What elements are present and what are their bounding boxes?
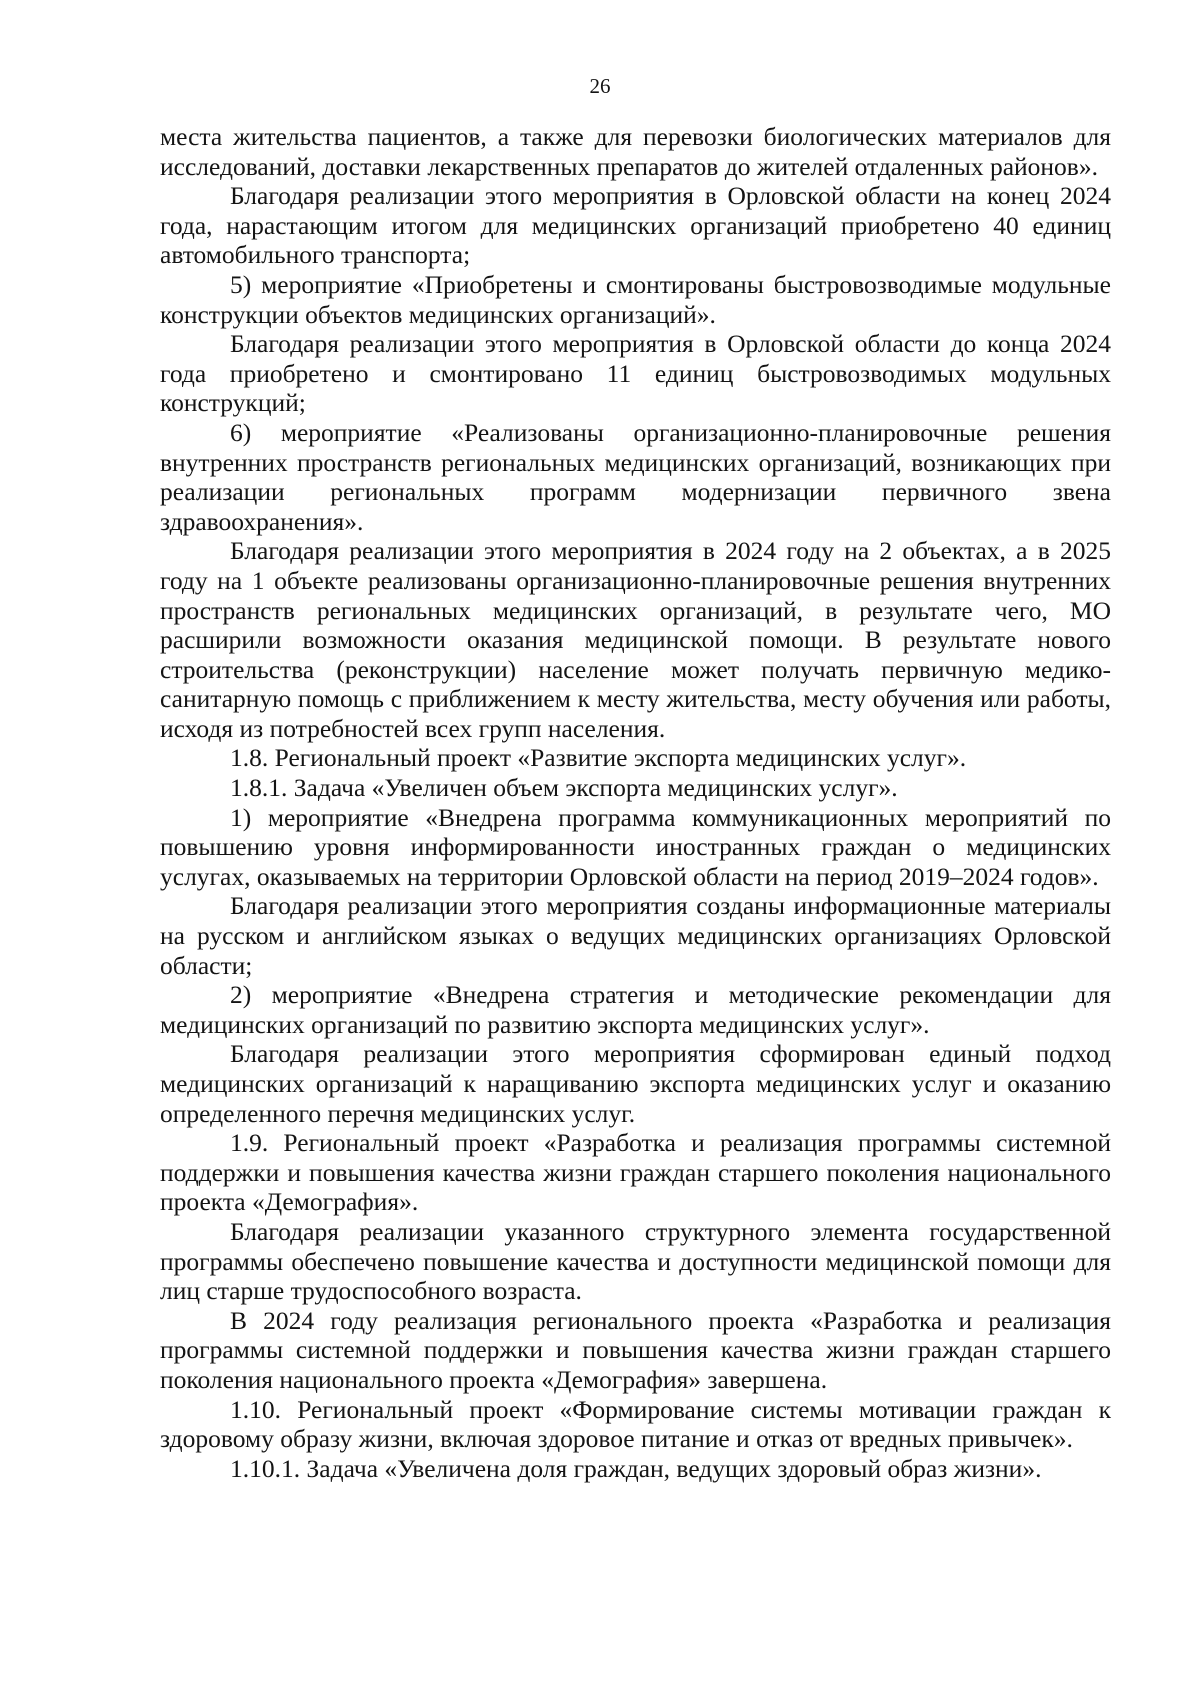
paragraph: В 2024 году реализация регионального проекта «Разработка и реализация программы системной поддержки и повышения качества жизни граждан старшего поколения национального проекта «Демография» завершена.	[160, 1305, 1111, 1394]
section-heading: 1.8. Региональный проект «Развитие экспорта медицинских услуг».	[230, 743, 967, 773]
paragraph: 6) мероприятие «Реализованы организационно-планировочные решения внутренних пространств региональных медицинских организаций, возникающих при реализации региональных программ модернизации первичного звена здравоохранения».	[160, 417, 1111, 536]
task-heading: 1.10.1. Задача «Увеличена доля граждан, ведущих здоровый образ жизни».	[230, 1453, 1042, 1483]
paragraph: Благодаря реализации этого мероприятия сформирован единый подход медицинских организаций к наращиванию экспорта медицинских услуг и оказанию определенного перечня медицинских услуг.	[160, 1039, 1111, 1128]
paragraph: Благодаря реализации этого мероприятия созданы информационные материалы на русском и английском языках о ведущих медицинских организациях Орловской области;	[160, 891, 1111, 980]
paragraph: Благодаря реализации указанного структурного элемента государственной программы обеспечено повышение качества и доступности медицинской помощи для лиц старше трудоспособного возраста.	[160, 1216, 1111, 1306]
section-heading: 1.10. Региональный проект «Формирование системы мотивации граждан к здоровому образу жизни, включая здоровое питание и отказ от вредных привычек».	[160, 1394, 1111, 1454]
paragraph: Благодаря реализации этого мероприятия в 2024 году на 2 объектах, а в 2025 году на 1 объекте реализованы организационно-планировочные решения внутренних пространств региональных медицинских организаций, в результате чего, МО расширили возможности оказания медицинской помощи. В результате нового строительства (реконструкции) население может получать первичную медико-санитарную помощь с приближением к месту жительства, месту обучения или работы, исходя из потребностей всех групп населения.	[160, 536, 1111, 743]
page-number: 26	[589, 74, 611, 98]
paragraph: 2) мероприятие «Внедрена стратегия и методические рекомендации для медицинских организаций по развитию экспорта медицинских услуг».	[160, 980, 1111, 1039]
section-heading: 1.9. Региональный проект «Разработка и реализация программы системной поддержки и повышения качества жизни граждан старшего поколения национального проекта «Демография».	[160, 1128, 1111, 1217]
paragraph: 1) мероприятие «Внедрена программа коммуникационных мероприятий по повышению уровня информированности иностранных граждан о медицинских услугах, оказываемых на территории Орловской области на период 2019–2024 годов».	[160, 802, 1111, 891]
paragraph: Благодаря реализации этого мероприятия в Орловской области на конец 2024 года, нарастающим итогом для медицинских организаций приобретено 40 единиц автомобильного транспорта;	[160, 181, 1111, 270]
document-body	[160, 122, 1111, 1483]
paragraph: места жительства пациентов, а также для перевозки биологических материалов для исследований, доставки лекарственных препаратов до жителей отдаленных районов».	[160, 122, 1111, 181]
paragraph: Благодаря реализации этого мероприятия в Орловской области до конца 2024 года приобретено и смонтировано 11 единиц быстровозводимых модульных конструкций;	[160, 329, 1111, 418]
task-heading: 1.8.1. Задача «Увеличен объем экспорта медицинских услуг».	[230, 773, 898, 803]
paragraph: 5) мероприятие «Приобретены и смонтированы быстровозводимые модульные конструкции объектов медицинских организаций».	[160, 269, 1111, 329]
